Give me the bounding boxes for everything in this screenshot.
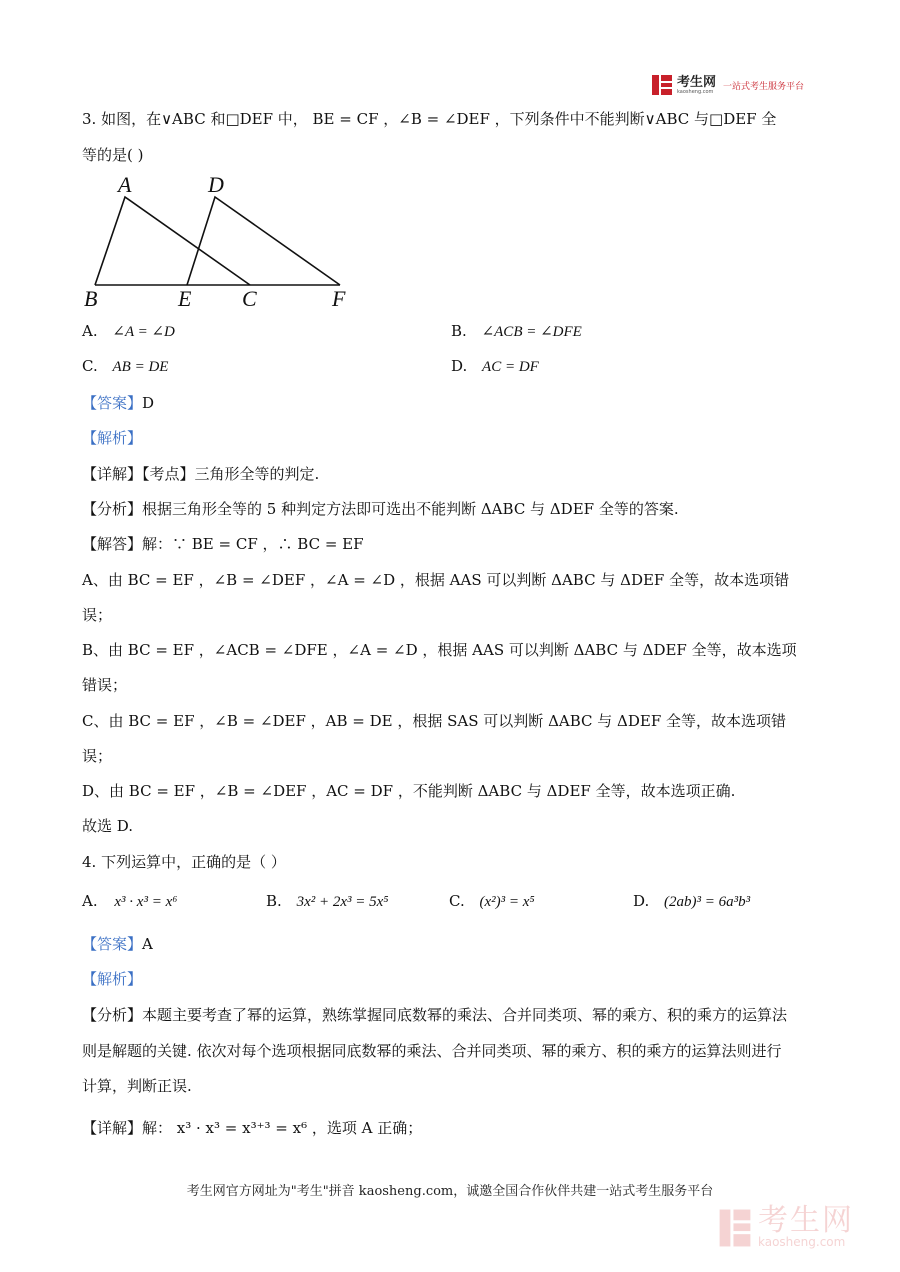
q3-option-a[interactable] xyxy=(82,322,175,341)
q3-case-a-line2: 误； xyxy=(82,606,113,624)
option-expr: (x²)³ = x⁵ xyxy=(479,894,535,910)
logo-name: 考生网 xyxy=(677,74,717,90)
triangle-def xyxy=(187,197,340,285)
q3-analysis-tag: 【解析】 xyxy=(82,429,143,447)
header-slogan: 一站式考生服务平台 xyxy=(723,81,805,92)
q3-answer xyxy=(82,392,154,414)
triangle-abc xyxy=(95,197,250,285)
watermark-domain: kaosheng.com xyxy=(758,1235,846,1249)
q3-detail: 【详解】【考点】三角形全等的判定. xyxy=(82,465,320,483)
label-a: A xyxy=(118,172,132,197)
q4-fenxi-line1: 【分析】本题主要考查了幂的运算，熟练掌握同底数幂的乘法、合并同类项、幂的乘方、积的乘方的运算法 xyxy=(82,1006,788,1024)
option-expr: x³ · x³ = x⁶ xyxy=(114,894,178,910)
option-letter: D. xyxy=(633,892,650,910)
q4-option-a[interactable] xyxy=(82,892,177,911)
label-c: C xyxy=(242,286,257,311)
q4-analysis-tag: 【解析】 xyxy=(82,970,143,988)
option-letter: B. xyxy=(266,892,282,910)
q4-fenxi-line2: 则是解题的关键. 依次对每个选项根据同底数幂的乘法、合并同类项、幂的乘方、积的乘方的运算法则进行 xyxy=(82,1042,782,1060)
option-letter: C. xyxy=(82,357,98,375)
option-expr: AB = DE xyxy=(112,359,169,375)
q4-answer xyxy=(82,933,153,955)
answer-tag: 【答案】 xyxy=(82,935,143,953)
q3-case-b-line1: B、由 BC = EF ，∠ACB = ∠DFE ，∠A = ∠D ，根据 AAS 可以判断 ΔABC 与 ΔDEF 全等，故本选项 xyxy=(82,641,797,659)
q3-option-b[interactable] xyxy=(451,322,582,341)
watermark xyxy=(718,1203,854,1249)
watermark-text-block xyxy=(758,1203,854,1249)
q3-stem-line2: 等的是( ) xyxy=(82,146,144,164)
label-e: E xyxy=(178,286,192,311)
answer-value: D xyxy=(142,394,155,412)
q4-option-d[interactable] xyxy=(633,892,750,911)
q4-stem: 4. 下列运算中，正确的是（ ） xyxy=(82,853,286,871)
answer-value: A xyxy=(142,935,153,953)
q3-option-d[interactable] xyxy=(451,357,539,376)
option-letter: B. xyxy=(451,322,467,340)
q3-fenxi: 【分析】根据三角形全等的 5 种判定方法即可选出不能判断 ΔABC 与 ΔDEF 全等的答案. xyxy=(82,500,679,518)
q3-case-a-line1: A、由 BC = EF ，∠B = ∠DEF ，∠A = ∠D ，根据 AAS 可以判断 ΔABC 与 ΔDEF 全等，故本选项错 xyxy=(82,571,790,589)
q3-case-d-line1: D、由 BC = EF ，∠B = ∠DEF ，AC = DF ，不能判断 ΔABC 与 ΔDEF 全等，故本选项正确. xyxy=(82,782,736,800)
label-f: F xyxy=(332,286,346,311)
label-b: B xyxy=(84,286,98,311)
logo-domain: kaosheng.com xyxy=(677,88,714,95)
q3-case-c-line2: 误； xyxy=(82,747,113,765)
option-letter: A. xyxy=(82,892,98,910)
option-expr: 3x² + 2x³ = 5x⁵ xyxy=(296,894,389,910)
page-footer: 考生网官方网址为"考生"拼音 kaosheng.com，诚邀全国合作伙伴共建一站式考生服务平台 xyxy=(186,1184,714,1199)
q3-option-c[interactable] xyxy=(82,357,168,376)
label-d: D xyxy=(208,172,224,197)
kaosheng-logo-icon xyxy=(651,74,673,96)
watermark-logo-icon xyxy=(718,1208,752,1248)
header-logo[interactable] xyxy=(651,74,804,96)
q4-detail: 【详解】解： x³ · x³ = x³⁺³ = x⁶ ，选项 A 正确； xyxy=(82,1119,423,1137)
watermark-name: 考生网 xyxy=(758,1203,854,1238)
option-expr: ∠A = ∠D xyxy=(112,324,175,340)
option-letter: C. xyxy=(449,892,465,910)
q3-stem-line1: 3. 如图，在∨ABC 和□DEF 中， BE = CF ，∠B = ∠DEF ，下列条件中不能判断∨ABC 与□DEF 全 xyxy=(82,110,777,128)
q3-conclusion: 故选 D. xyxy=(82,817,134,835)
q3-case-b-line2: 错误； xyxy=(82,676,128,694)
q3-triangle-figure xyxy=(80,172,370,312)
option-expr: (2ab)³ = 6a³b³ xyxy=(664,894,751,910)
q4-option-b[interactable] xyxy=(266,892,389,911)
logo-text-block xyxy=(677,76,716,95)
answer-tag: 【答案】 xyxy=(82,394,143,412)
q4-fenxi-line3: 计算，判断正误. xyxy=(82,1077,192,1095)
q3-case-c-line1: C、由 BC = EF ，∠B = ∠DEF ，AB = DE ，根据 SAS 可以判断 ΔABC 与 ΔDEF 全等，故本选项错 xyxy=(82,712,787,730)
option-letter: D. xyxy=(451,357,468,375)
q3-jieda: 【解答】解：∵ BE = CF ，∴ BC = EF xyxy=(82,535,364,553)
q4-option-c[interactable] xyxy=(449,892,535,911)
option-expr: ∠ACB = ∠DFE xyxy=(481,324,582,340)
option-expr: AC = DF xyxy=(482,359,539,375)
option-letter: A. xyxy=(82,322,98,340)
